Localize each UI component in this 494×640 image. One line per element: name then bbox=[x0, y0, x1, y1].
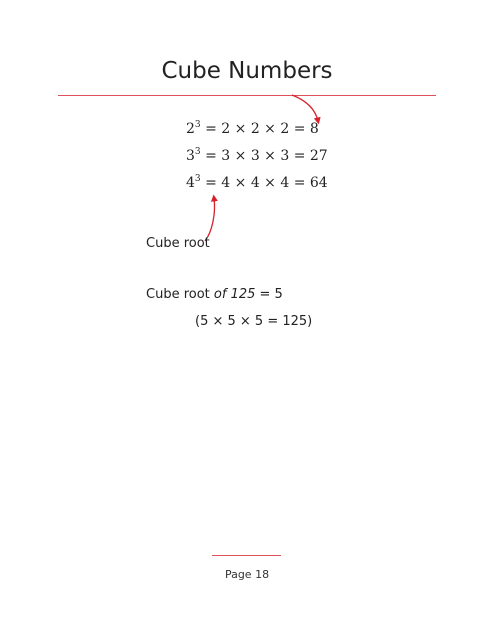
cube-root-check: (5 × 5 × 5 = 125) bbox=[195, 314, 313, 329]
equation-exponent: 3 bbox=[194, 147, 201, 157]
arrow-to-base bbox=[205, 198, 215, 241]
cube-root-label: Cube root bbox=[146, 236, 210, 251]
equation-base: 4 bbox=[186, 175, 195, 191]
example-of: of bbox=[213, 287, 227, 302]
equation-rhs: = 4 × 4 × 4 = 64 bbox=[200, 175, 328, 191]
equation-exponent: 3 bbox=[194, 120, 201, 130]
page-title: Cube Numbers bbox=[161, 58, 333, 84]
footer-divider bbox=[212, 555, 281, 556]
page-number: Page 18 bbox=[224, 568, 270, 581]
arrow-to-cube bbox=[292, 95, 318, 121]
equation-rhs: = 2 × 2 × 2 = 8 bbox=[200, 121, 319, 137]
equation-exponent: 3 bbox=[194, 174, 201, 184]
equation-base: 3 bbox=[186, 148, 195, 164]
cube-root-example bbox=[146, 287, 283, 302]
example-prefix: Cube root bbox=[146, 287, 214, 302]
equation-rhs: = 3 × 3 × 3 = 27 bbox=[200, 148, 328, 164]
equation-base: 2 bbox=[186, 121, 195, 137]
example-result: = 5 bbox=[255, 287, 283, 302]
example-value: 125 bbox=[226, 287, 256, 302]
